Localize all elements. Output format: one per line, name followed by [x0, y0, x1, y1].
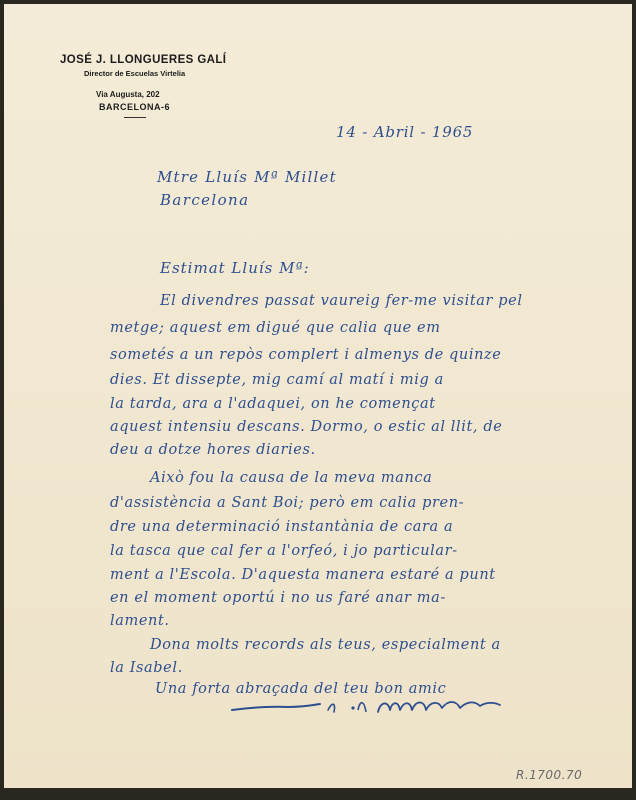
- body-line: d'assistència a Sant Boi; però em calia pren-: [110, 495, 465, 511]
- archive-reference: R.1700.70: [516, 768, 583, 782]
- body-line: sometés a un repòs complert i almenys de quinze: [110, 347, 502, 363]
- body-line: en el moment oportú i no us faré anar ma-: [110, 590, 446, 606]
- letterhead-name: JOSÉ J. LLONGUERES GALÍ: [60, 54, 227, 66]
- body-line: dies. Et dissepte, mig camí al matí i mig a: [110, 372, 444, 388]
- body-line: Una forta abraçada del teu bon amic: [155, 681, 447, 697]
- body-line: la tasca que cal fer a l'orfeó, i jo particular-: [110, 543, 458, 559]
- body-line: Dona molts records als teus, especialment a: [150, 637, 501, 653]
- scan-border-bottom: [0, 788, 636, 800]
- body-line: El divendres passat vaureig fer-me visitar pel: [160, 293, 523, 309]
- signature: [228, 688, 518, 728]
- letterhead-rule: [124, 117, 146, 118]
- salutation: Estimat Lluís Mª:: [160, 259, 310, 277]
- scan-border-right: [632, 0, 636, 800]
- scan-border-top: [0, 0, 636, 4]
- letterhead-street: Via Augusta, 202: [96, 90, 160, 99]
- body-line: la Isabel.: [110, 660, 183, 676]
- recipient-name: Mtre Lluís Mª Millet: [157, 168, 337, 186]
- signature-scribble: [228, 688, 518, 728]
- body-line: ment a l'Escola. D'aquesta manera estaré a punt: [110, 567, 496, 583]
- body-line: deu a dotze hores diaries.: [110, 442, 316, 458]
- letter-date: 14 - Abril - 1965: [336, 123, 474, 141]
- letterhead-title: Director de Escuelas Virtelia: [84, 69, 186, 78]
- body-line: lament.: [110, 613, 170, 629]
- scan-border-left: [0, 0, 4, 800]
- body-line: aquest intensiu descans. Dormo, o estic al llit, de: [110, 419, 503, 435]
- recipient-city: Barcelona: [160, 191, 250, 209]
- body-line: Això fou la causa de la meva manca: [150, 470, 433, 486]
- body-line: metge; aquest em digué que calia que em: [110, 320, 441, 336]
- letterhead-city: BARCELONA-6: [99, 102, 171, 112]
- body-line: dre una determinació instantània de cara a: [110, 519, 454, 535]
- body-line: la tarda, ara a l'adaquei, on he començat: [110, 396, 436, 412]
